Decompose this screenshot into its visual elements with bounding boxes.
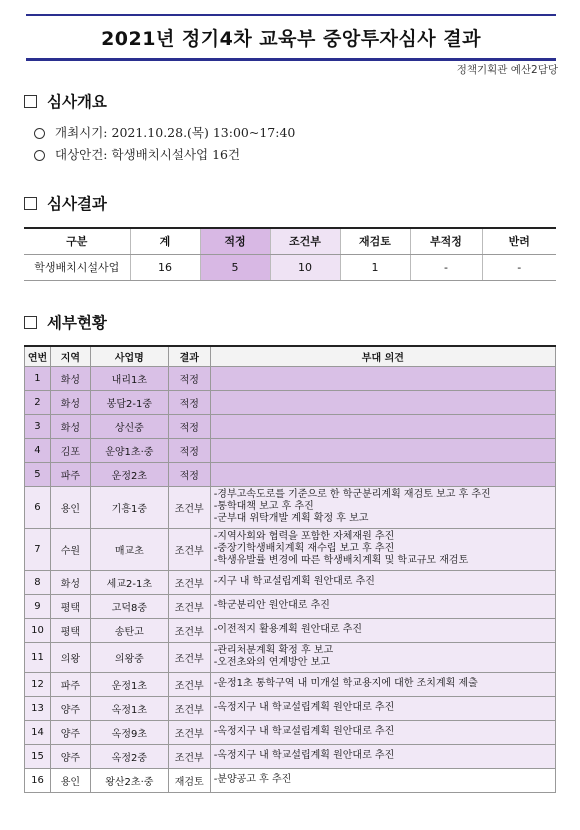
detail-cell-no: 3	[25, 414, 51, 438]
detail-header-notes: 부대 의견	[210, 346, 555, 366]
summary-header-rejected: 반려	[482, 228, 556, 254]
summary-header-conditional: 조건부	[270, 228, 340, 254]
table-row	[25, 390, 556, 414]
detail-cell-no: 1	[25, 366, 51, 390]
note-line: -이전적지 활용계획 원안대로 추진	[213, 624, 363, 635]
detail-cell-region: 화성	[50, 570, 90, 594]
detail-header-row	[25, 346, 556, 366]
summary-header-pass: 적정	[200, 228, 270, 254]
overview-item-date	[34, 122, 295, 144]
detail-cell-notes	[210, 390, 555, 414]
detail-cell-no: 5	[25, 462, 51, 486]
detail-cell-project: 매교초	[90, 528, 168, 570]
detail-cell-project: 고덕8중	[90, 594, 168, 618]
summary-header-category: 구분	[24, 228, 130, 254]
document-title: 2021년 정기4차 교육부 중앙투자심사 결과	[101, 28, 481, 50]
detail-cell-region: 화성	[50, 390, 90, 414]
note-line: -옥정지구 내 학교설립계획 원안대로 추진	[213, 750, 395, 761]
detail-cell-result: 조건부	[168, 486, 210, 528]
detail-cell-notes	[210, 414, 555, 438]
detail-cell-no: 12	[25, 672, 51, 696]
section-heading-result-label: 심사결과	[47, 195, 107, 213]
detail-cell-result: 재검토	[168, 768, 210, 792]
detail-cell-no: 4	[25, 438, 51, 462]
note-line: -통학대책 보고 후 추진	[213, 501, 314, 512]
detail-cell-no: 13	[25, 696, 51, 720]
note-line: -옥정지구 내 학교설립계획 원안대로 추진	[213, 726, 395, 737]
detail-cell-no: 11	[25, 642, 51, 672]
overview-list	[34, 122, 295, 166]
detail-header-result: 결과	[168, 346, 210, 366]
table-row	[25, 642, 556, 672]
detail-cell-result: 조건부	[168, 744, 210, 768]
overview-item-target	[34, 144, 295, 166]
summary-cell-inadequate: -	[410, 254, 482, 280]
detail-cell-notes	[210, 744, 555, 768]
table-row	[25, 570, 556, 594]
detail-cell-region: 양주	[50, 720, 90, 744]
detail-cell-notes	[210, 672, 555, 696]
detail-cell-no: 7	[25, 528, 51, 570]
department-label: 정책기획관 예산2담당	[456, 64, 558, 76]
table-row	[25, 672, 556, 696]
detail-cell-project: 옥정1초	[90, 696, 168, 720]
summary-cell-rejected: -	[482, 254, 556, 280]
summary-data-row	[24, 254, 556, 280]
table-row	[25, 696, 556, 720]
detail-cell-result: 조건부	[168, 672, 210, 696]
title-block	[26, 14, 556, 61]
overview-target-value: 학생배치시설사업 16건	[111, 147, 241, 162]
detail-cell-no: 2	[25, 390, 51, 414]
detail-cell-result: 조건부	[168, 594, 210, 618]
detail-cell-no: 9	[25, 594, 51, 618]
table-row	[25, 366, 556, 390]
summary-table	[24, 227, 556, 281]
detail-cell-result: 조건부	[168, 642, 210, 672]
detail-cell-region: 파주	[50, 462, 90, 486]
detail-cell-no: 8	[25, 570, 51, 594]
detail-cell-notes	[210, 528, 555, 570]
detail-cell-project: 운정1초	[90, 672, 168, 696]
detail-cell-result: 조건부	[168, 720, 210, 744]
note-line: -오전초와의 연계방안 보고	[213, 657, 330, 668]
detail-cell-notes	[210, 720, 555, 744]
title-rule-bottom	[26, 58, 556, 61]
detail-table	[24, 345, 556, 793]
detail-cell-region: 양주	[50, 744, 90, 768]
overview-date-value: 2021.10.28.(목) 13:00~17:40	[111, 125, 296, 140]
detail-cell-project: 운양1초·중	[90, 438, 168, 462]
summary-cell-category: 학생배치시설사업	[24, 254, 130, 280]
detail-cell-notes	[210, 462, 555, 486]
note-line: -운정1초 통학구역 내 미개설 학교용지에 대한 조치계획 제출	[213, 678, 478, 689]
table-row	[25, 720, 556, 744]
detail-header-region: 지역	[50, 346, 90, 366]
note-line: -분양공고 후 추진	[213, 774, 292, 785]
detail-cell-no: 15	[25, 744, 51, 768]
note-line: -학군분리안 원안대로 추진	[213, 600, 330, 611]
detail-cell-notes	[210, 618, 555, 642]
checkbox-square-icon	[24, 197, 37, 210]
note-line: -지역사회와 협력을 포함한 자체재원 추진	[213, 531, 395, 542]
circle-bullet-icon	[34, 150, 45, 161]
summary-header-row	[24, 228, 556, 254]
detail-cell-result: 조건부	[168, 618, 210, 642]
note-line: -군부대 위탁개발 계획 확정 후 보고	[213, 513, 369, 524]
section-heading-overview	[24, 90, 107, 112]
detail-cell-result: 적정	[168, 414, 210, 438]
table-row	[25, 462, 556, 486]
detail-cell-result: 조건부	[168, 696, 210, 720]
detail-cell-project: 운정2초	[90, 462, 168, 486]
detail-cell-project: 송탄고	[90, 618, 168, 642]
detail-cell-project: 기흥1중	[90, 486, 168, 528]
detail-cell-notes	[210, 594, 555, 618]
detail-cell-result: 조건부	[168, 570, 210, 594]
detail-cell-project: 봉담2-1중	[90, 390, 168, 414]
note-line: -학생유발률 변경에 따른 학생배치계획 및 학교규모 재검토	[213, 555, 469, 566]
detail-cell-notes	[210, 366, 555, 390]
detail-cell-notes	[210, 642, 555, 672]
note-line: -지구 내 학교설립계획 원안대로 추진	[213, 576, 375, 587]
note-line: -중장기학생배치계획 재수립 보고 후 추진	[213, 543, 395, 554]
overview-target-label: 대상안건:	[55, 147, 108, 162]
detail-cell-region: 평택	[50, 594, 90, 618]
detail-cell-region: 용인	[50, 768, 90, 792]
detail-cell-result: 적정	[168, 366, 210, 390]
detail-cell-region: 양주	[50, 696, 90, 720]
note-line: -경부고속도로를 기준으로 한 학군분리계획 재검토 보고 후 추진	[213, 489, 491, 500]
summary-cell-conditional: 10	[270, 254, 340, 280]
note-line: -옥정지구 내 학교설립계획 원안대로 추진	[213, 702, 395, 713]
detail-cell-project: 세교2-1초	[90, 570, 168, 594]
detail-cell-region: 화성	[50, 366, 90, 390]
detail-cell-project: 내리1초	[90, 366, 168, 390]
detail-cell-notes	[210, 696, 555, 720]
detail-cell-notes	[210, 438, 555, 462]
detail-cell-no: 10	[25, 618, 51, 642]
detail-cell-result: 적정	[168, 390, 210, 414]
detail-cell-notes	[210, 570, 555, 594]
summary-cell-total: 16	[130, 254, 200, 280]
table-row	[25, 486, 556, 528]
detail-cell-project: 왕산2초·중	[90, 768, 168, 792]
detail-header-project: 사업명	[90, 346, 168, 366]
checkbox-square-icon	[24, 95, 37, 108]
table-row	[25, 594, 556, 618]
summary-header-inadequate: 부적정	[410, 228, 482, 254]
summary-cell-pass: 5	[200, 254, 270, 280]
detail-cell-project: 의왕중	[90, 642, 168, 672]
table-row	[25, 768, 556, 792]
detail-cell-region: 김포	[50, 438, 90, 462]
detail-cell-region: 파주	[50, 672, 90, 696]
detail-cell-project: 상신중	[90, 414, 168, 438]
table-row	[25, 744, 556, 768]
detail-cell-region: 수원	[50, 528, 90, 570]
detail-cell-no: 16	[25, 768, 51, 792]
detail-cell-project: 옥정2중	[90, 744, 168, 768]
table-row	[25, 528, 556, 570]
detail-cell-no: 14	[25, 720, 51, 744]
note-line: -관리처분계획 확정 후 보고	[213, 645, 334, 656]
table-row	[25, 618, 556, 642]
section-heading-result	[24, 192, 107, 214]
section-heading-detail	[24, 311, 107, 333]
section-heading-detail-label: 세부현황	[47, 314, 107, 332]
detail-cell-region: 평택	[50, 618, 90, 642]
detail-cell-region: 의왕	[50, 642, 90, 672]
table-row	[25, 438, 556, 462]
checkbox-square-icon	[24, 316, 37, 329]
detail-table-body	[25, 366, 556, 792]
circle-bullet-icon	[34, 128, 45, 139]
summary-header-total: 계	[130, 228, 200, 254]
detail-cell-result: 적정	[168, 438, 210, 462]
detail-header-no: 연번	[25, 346, 51, 366]
detail-cell-project: 옥정9초	[90, 720, 168, 744]
detail-cell-result: 적정	[168, 462, 210, 486]
detail-cell-notes	[210, 768, 555, 792]
summary-header-recheck: 재검토	[340, 228, 410, 254]
detail-cell-result: 조건부	[168, 528, 210, 570]
detail-cell-region: 화성	[50, 414, 90, 438]
detail-cell-notes	[210, 486, 555, 528]
section-heading-overview-label: 심사개요	[47, 93, 107, 111]
summary-cell-recheck: 1	[340, 254, 410, 280]
detail-cell-no: 6	[25, 486, 51, 528]
detail-cell-region: 용인	[50, 486, 90, 528]
overview-date-label: 개최시기:	[55, 125, 108, 140]
table-row	[25, 414, 556, 438]
